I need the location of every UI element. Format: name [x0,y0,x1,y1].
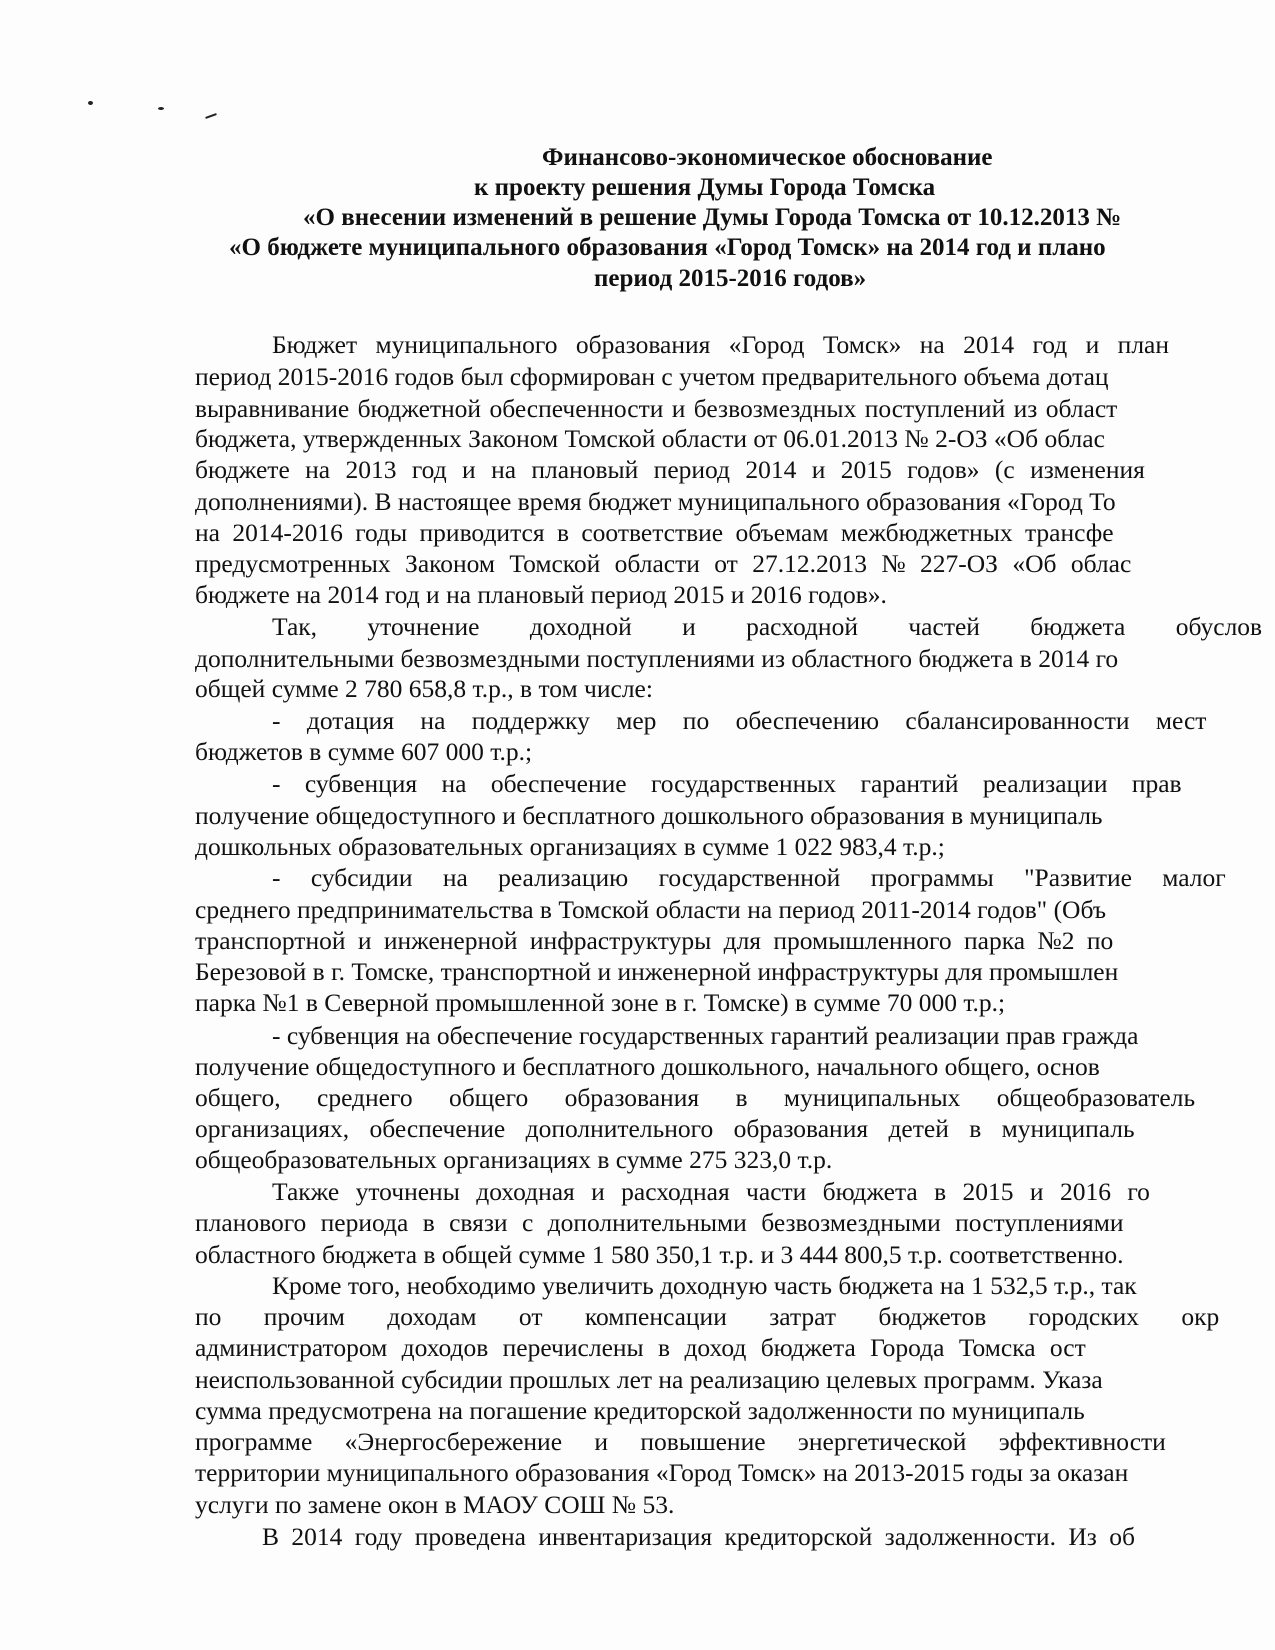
body-line: территории муниципального образования «Город Томск» на 2013-2015 годы за оказан [195,1458,1129,1487]
body-line: дополнительными безвозмездными поступлениями из областного бюджета в 2014 го [195,644,1119,673]
body-line: областного бюджета в общей сумме 1 580 350,1 т.р. и 3 444 800,5 т.р. соответственно. [195,1240,1124,1269]
body-line: - субсидии на реализацию государственной программы "Развитие малог [272,863,1226,892]
body-line: услуги по замене окон в МАОУ СОШ № 53. [195,1490,675,1519]
scan-speck [88,101,93,105]
doc-title-line: период 2015-2016 годов» [594,265,867,292]
body-line: администратором доходов перечислены в доход бюджета Города Томска ост [195,1333,1086,1362]
body-line: транспортной и инженерной инфраструктуры для промышленного парка №2 по [195,926,1114,955]
body-line: парка №1 в Северной промышленной зоне в г. Томске) в сумме 70 000 т.р.; [195,988,1006,1017]
body-line: Бюджет муниципального образования «Город Томск» на 2014 год и план [272,330,1170,359]
body-line: общей сумме 2 780 658,8 т.р., в том числе: [195,674,653,703]
body-line: программе «Энергосбережение и повышение энергетической эффективности [195,1427,1166,1456]
body-line: бюджете на 2014 год и на плановый период 2015 и 2016 годов». [195,580,887,609]
body-line: сумма предусмотрена на погашение кредиторской задолженности по муниципаль [195,1396,1085,1425]
doc-title-line: «О бюджете муниципального образования «Город Томск» на 2014 год и плано [229,234,1106,261]
body-line: выравнивание бюджетной обеспеченности и безвозмездных поступлений из област [195,394,1118,423]
body-line: получение общедоступного и бесплатного дошкольного, начального общего, основ [195,1052,1100,1081]
body-line: предусмотренных Законом Томской области от 27.12.2013 № 227-ОЗ «Об облас [195,549,1132,578]
body-line: В 2014 году проведена инвентаризация кредиторской задолженности. Из об [262,1522,1135,1551]
body-line: получение общедоступного и бесплатного дошкольного образования в муниципаль [195,801,1103,830]
body-line: - субвенция на обеспечение государственных гарантий реализации прав [272,769,1182,798]
body-line: Березовой в г. Томске, транспортной и инженерной инфраструктуры для промышлен [195,957,1119,986]
body-line: бюджетов в сумме 607 000 т.р.; [195,737,533,766]
body-line: дополнениями). В настоящее время бюджет муниципального образования «Город То [195,487,1116,516]
body-line: планового периода в связи с дополнительными безвозмездными поступлениями [195,1208,1124,1237]
body-line: общеобразовательных организациях в сумме 275 323,0 т.р. [195,1145,833,1174]
body-line: бюджете на 2013 год и на плановый период 2014 и 2015 годов» (с изменения [195,455,1145,484]
doc-title-line: Финансово-экономическое обоснование [542,144,993,171]
body-line: - дотация на поддержку мер по обеспечению сбалансированности мест [272,706,1207,735]
body-line: организациях, обеспечение дополнительного образования детей в муниципаль [195,1114,1135,1143]
body-line: - субвенция на обеспечение государственных гарантий реализации прав гражда [272,1021,1139,1050]
body-line: Так, уточнение доходной и расходной частей бюджета обуслов [272,612,1263,641]
scan-speck [205,113,217,119]
doc-title-line: к проекту решения Думы Города Томска [474,174,936,201]
body-line: период 2015-2016 годов был сформирован с учетом предварительного объема дотац [195,362,1109,391]
body-line: Также уточнены доходная и расходная части бюджета в 2015 и 2016 го [272,1177,1150,1206]
body-line: на 2014-2016 годы приводится в соответствие объемам межбюджетных трансфе [195,518,1114,547]
body-line: дошкольных образовательных организациях в сумме 1 022 983,4 т.р.; [195,832,945,861]
body-line: по прочим доходам от компенсации затрат бюджетов городских окр [195,1302,1220,1331]
body-line: бюджета, утвержденных Законом Томской области от 06.01.2013 № 2-ОЗ «Об облас [195,424,1105,453]
body-line: неиспользованной субсидии прошлых лет на реализацию целевых программ. Указа [195,1365,1103,1394]
doc-title-line: «О внесении изменений в решение Думы Города Томска от 10.12.2013 № [303,204,1122,231]
body-line: общего, среднего общего образования в муниципальных общеобразователь [195,1083,1196,1112]
scan-speck [158,107,164,110]
body-line: Кроме того, необходимо увеличить доходную часть бюджета на 1 532,5 т.р., так [272,1271,1137,1300]
body-line: среднего предпринимательства в Томской области на период 2011-2014 годов" (Объ [195,895,1107,924]
